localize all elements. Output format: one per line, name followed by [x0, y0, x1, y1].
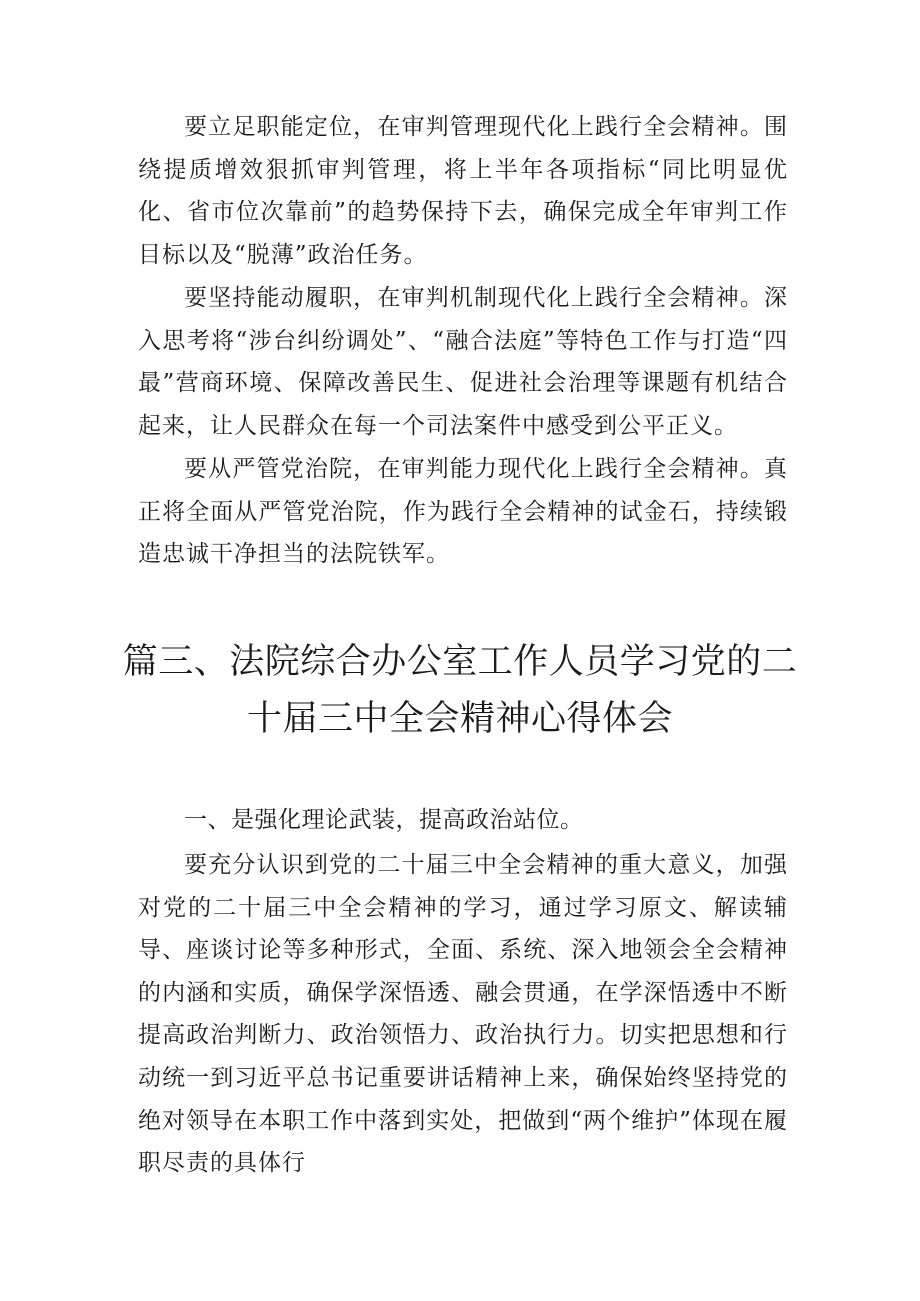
paragraph-theory-study: 要充分认识到党的二十届三中全会精神的重大意义，加强对党的二十届三中全会精神的学习，通过学习原文、解读辅导、座谈讨论等多种形式，全面、系统、深入地领会全会精神的内涵和实质，确保学深悟透、融会贯通，在学深悟透中不断提高政治判断力、政治领悟力、政治执行力。切实把思想和行动统一到习近平总书记重要讲话精神上来，确保始终坚持党的绝对领导在本职工作中落到实处，把做到“两个维护”体现在履职尽责的具体行: [138, 852, 788, 1177]
section-subheading: 一、是强化理论武装，提高政治站位。: [184, 807, 584, 833]
paragraph-judicial-mechanism: 要坚持能动履职，在审判机制现代化上践行全会精神。深入思考将“涉台纠纷调处”、“融合法庭”等特色工作与打造“四最”营商环境、保障改善民生、促进社会治理等课题有机结合起来，让人民群众在每一个司法案件中感受到公平正义。: [138, 285, 788, 439]
section-title-line-1: 篇三、法院综合办公室工作人员学习党的二: [122, 642, 798, 682]
section-title: [120, 634, 800, 748]
paragraph-judicial-management: 要立足职能定位，在审判管理现代化上践行全会精神。围绕提质增效狠抓审判管理，将上半年各项指标“同比明显优化、省市位次靠前”的趋势保持下去，确保完成全年审判工作目标以及“脱薄”政治任务。: [138, 114, 788, 268]
paragraph-party-governance: 要从严管党治院，在审判能力现代化上践行全会精神。真正将全面从严管党治院，作为践行全会精神的试金石，持续锻造忠诚干净担当的法院铁军。: [138, 456, 788, 568]
section-title-line-2: 十届三中全会精神心得体会: [246, 699, 673, 739]
